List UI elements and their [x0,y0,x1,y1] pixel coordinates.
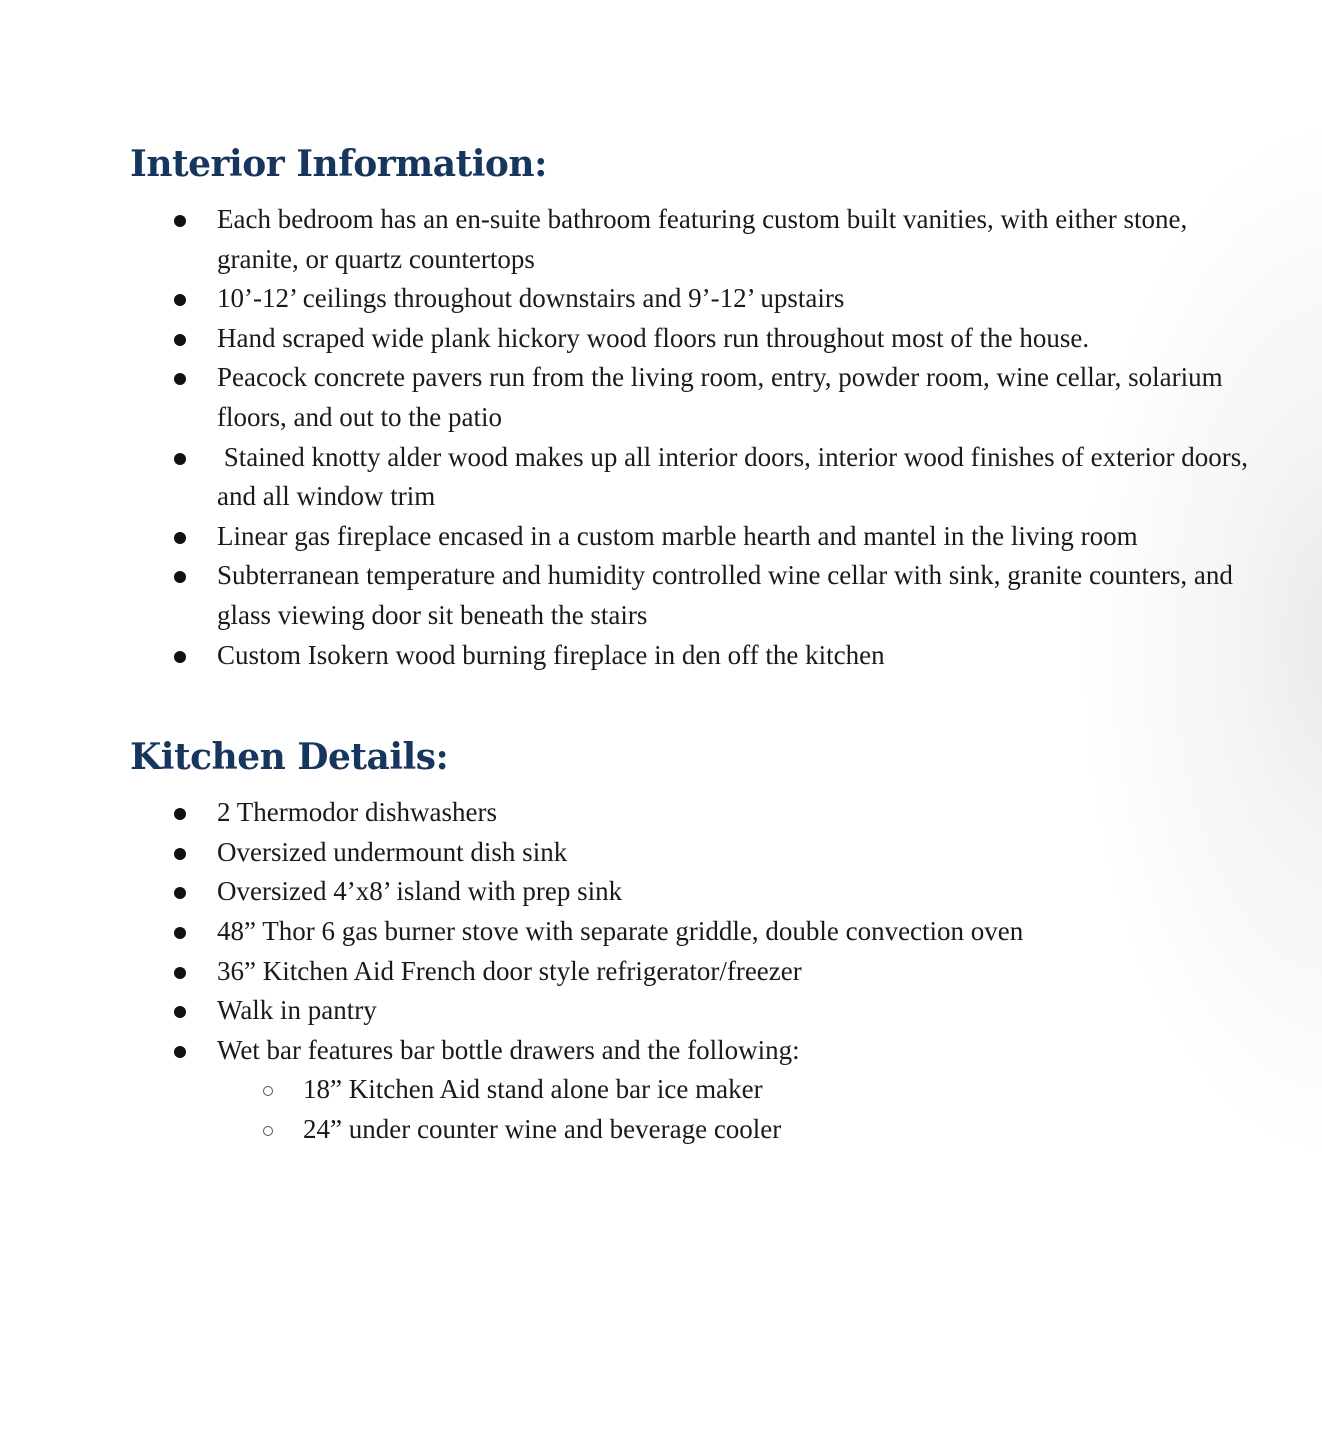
interior-heading: Interior Information: [130,143,547,185]
bullet-icon [174,1006,186,1018]
kitchen-heading: Kitchen Details: [130,736,449,779]
list-item [130,952,1270,992]
hollow-bullet-icon [263,1086,273,1096]
list-item-text: Custom Isokern wood burning fireplace in den off the kitchen [217,639,885,670]
list-item-text: Hand scraped wide plank hickory wood floors run throughout most of the house. [217,322,1090,353]
list-item [130,358,1270,437]
bullet-icon [174,967,186,979]
list-item [130,200,1270,279]
sub-list-item-text: 24” under counter wine and beverage cooler [303,1113,782,1144]
bullet-icon [174,808,186,820]
bullet-icon [174,887,186,899]
kitchen-list [130,793,1270,1070]
bullet-icon [174,294,186,306]
list-item [130,991,1270,1031]
sub-list-item [130,1110,1270,1150]
list-item-text: 2 Thermodor dishwashers [217,797,497,828]
list-item-text: 10’-12’ ceilings throughout downstairs and 9’-12’ upstairs [217,283,845,314]
list-item-text: Linear gas fireplace encased in a custom marble hearth and mantel in the living room [217,520,1138,551]
sub-list-item [130,1070,1270,1110]
list-item-text: Each bedroom has an en-suite bathroom featuring custom built vanities, with either stone, granite, or quartz countertops [217,204,1188,274]
list-item [130,319,1270,359]
list-item [130,1031,1270,1071]
bullet-icon [174,1046,186,1058]
list-item-text: 36” Kitchen Aid French door style refrigerator/freezer [217,955,802,986]
list-item [130,556,1270,635]
list-item [130,833,1270,873]
list-item-text: Stained knotty alder wood makes up all interior doors, interior wood finishes of exterior doors, and all window trim [217,441,1255,512]
bullet-icon [174,334,186,346]
bullet-icon [174,215,186,227]
document-content [130,138,1270,1149]
list-item [130,279,1270,319]
list-item-text: Wet bar features bar bottle drawers and the following: [217,1034,800,1065]
list-item-text: Oversized undermount dish sink [217,836,568,867]
wet-bar-sublist [130,1070,1270,1149]
list-item [130,517,1270,557]
hollow-bullet-icon [263,1126,273,1136]
list-item [130,872,1270,912]
bullet-icon [174,651,186,663]
bullet-icon [174,532,186,544]
list-item-text: Oversized 4’x8’ island with prep sink [217,876,623,907]
list-item [130,912,1270,952]
list-item-text: 48” Thor 6 gas burner stove with separate griddle, double convection oven [217,915,1024,946]
bullet-icon [174,453,186,465]
bullet-icon [174,927,186,939]
list-item-text: Peacock concrete pavers run from the living room, entry, powder room, wine cellar, solarium floors, and out to the patio [217,362,1223,432]
interior-list [130,200,1270,675]
list-item [130,438,1270,517]
list-item-text: Walk in pantry [217,995,377,1026]
list-item [130,636,1270,676]
sub-list-item-text: 18” Kitchen Aid stand alone bar ice maker [303,1074,763,1105]
bullet-icon [174,848,186,860]
bullet-icon [174,571,186,583]
bullet-icon [174,373,186,385]
list-item [130,793,1270,833]
list-item-text: Subterranean temperature and humidity controlled wine cellar with sink, granite counters, and glass viewing door sit beneath the stairs [217,560,1233,630]
